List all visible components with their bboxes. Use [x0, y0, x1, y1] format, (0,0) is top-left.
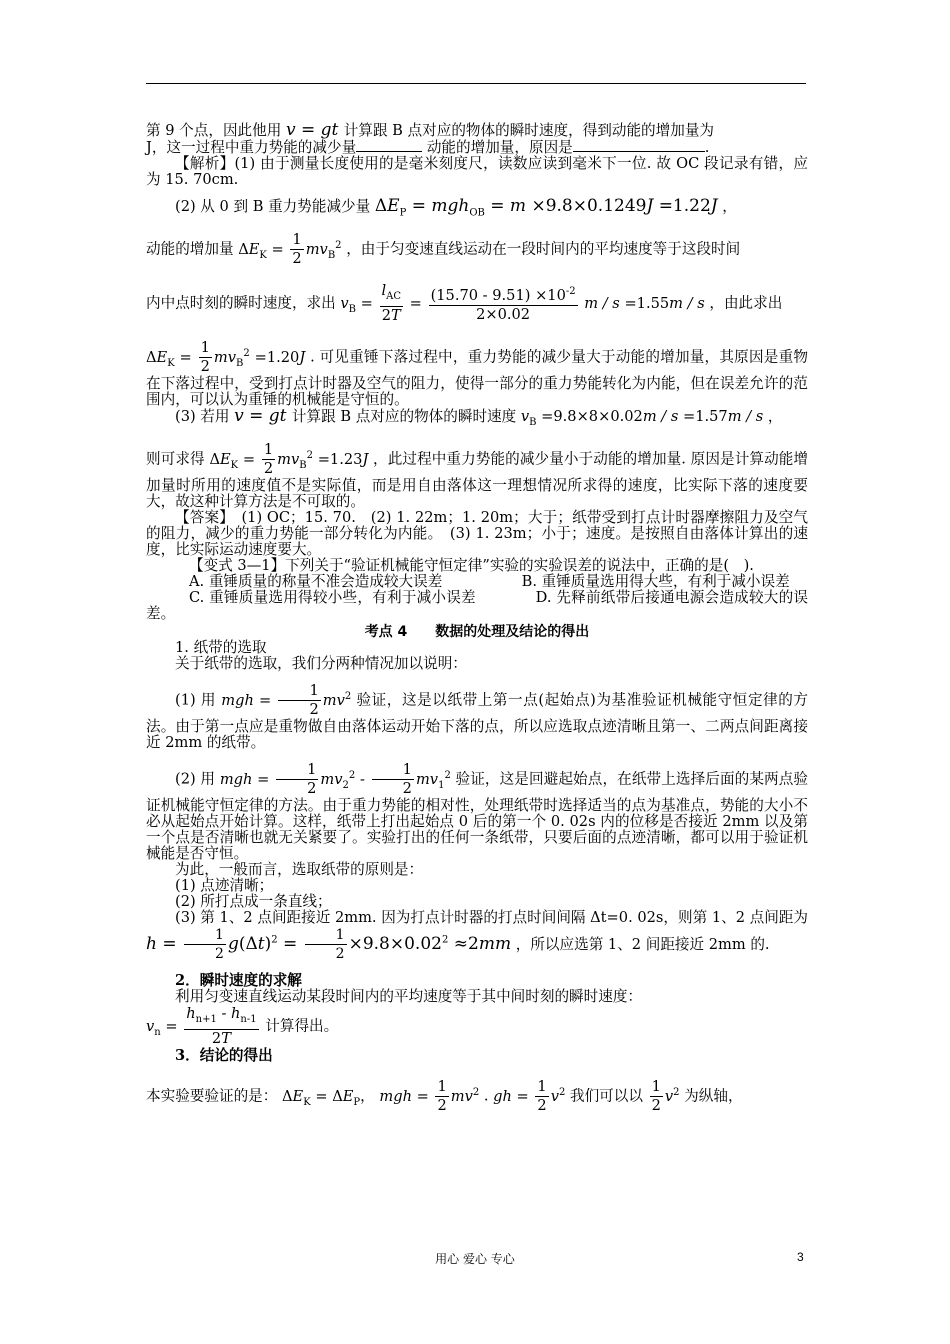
- text: 动能的增加量，原因是: [426, 139, 573, 156]
- s1-title: 1. 纸带的选取: [175, 639, 267, 657]
- page-footer: 用心 爱心 专心: [435, 1252, 515, 1266]
- text: 计算跟 B 点对应的物体的瞬时速度: [291, 408, 517, 426]
- s3-title: 3．结论的得出: [175, 1047, 273, 1065]
- text: (2) 从 0 到 B 重力势能减少量: [175, 198, 371, 215]
- s1-rule-3: [146, 910, 808, 963]
- s2-formula-line: [146, 1005, 808, 1048]
- text: 第 9 个点，因此他用: [146, 122, 282, 139]
- formula-mgh-3: mgh = $\frac{1}{2}$ $mv^2$: [379, 1078, 480, 1115]
- text: . 可见重锤下落过程中，重力势能的减少量大于动能的增加量，其原因是重物在下落过程中，受到打点计时器及空气的阻力，使得一部分的重力势能转化为内能，但在误差允许的范围内，可以认为重锤的机械能是守恒的。: [146, 348, 809, 409]
- text: ，: [722, 198, 737, 215]
- s1-principle: 为此，一般而言，选取纸带的原则是：: [175, 861, 424, 879]
- formula-ek: $\Delta E_K$ = $\frac{1}{2}$ $mv_B^2$: [238, 231, 342, 268]
- s1-rule-2: (2) 所打点成一条直线；: [175, 893, 332, 911]
- text: 计算得出。: [265, 1017, 339, 1035]
- analysis-1: 【解析】(1) 由于测量长度使用的是毫米刻度尺，读数应读到毫米下一位. 故 OC 段记录有错，应为 15. 70cm.: [146, 155, 808, 188]
- formula-ep: $\Delta E_P = mgh_{OB} = m \times 9.8\times 0.1249J =1.22J$: [374, 196, 718, 219]
- text: (1) 用: [175, 691, 217, 709]
- analysis-2: [146, 198, 808, 221]
- text: 本实验要验证的是：: [146, 1087, 278, 1105]
- formula-h: h = $\frac{1}{2}$ $g(\Delta t)^2$ = $\frac{1}{2}$ $\times 9.8\times 0.02^2 \approx 2mm$: [146, 927, 512, 963]
- answer: 【答案】 (1) OC；15. 70. (2) 1. 22m；1. 20m；大于；纸带受到打点计时器摩擦阻力及空气的阻力，减少的重力势能一部分转化为内能。 (3) 1. 23m；小于；速度。是按照自由落体计算出的速度，比实际运动速度要大。: [146, 509, 808, 559]
- text: .: [483, 1087, 489, 1105]
- text: (2) 用: [175, 770, 216, 788]
- document-body: [146, 122, 808, 1115]
- header-rule: [146, 83, 806, 84]
- text: 则可求得: [146, 450, 205, 468]
- page-number: 3: [797, 1250, 804, 1264]
- section-title: 考点 4 数据的处理及结论的得出: [364, 624, 590, 641]
- s1-case2: [146, 761, 808, 862]
- text: ，: [360, 1087, 375, 1105]
- option-b[interactable]: B. 重锤质量选用得大些，有利于减小误差: [521, 573, 790, 591]
- formula-vn: $v_n$ = $\frac{h_{n+1} - h_{n-1}}{2T}$: [146, 1005, 257, 1048]
- formula-vb-2: $v_B =9.8\times 8\times 0.02m / s =1.57m / s$: [520, 408, 764, 429]
- analysis-2b: [146, 231, 808, 268]
- analysis-3: [146, 408, 808, 431]
- text: J，这一过程中重力势能的减少量: [146, 139, 357, 156]
- text: ，: [767, 408, 783, 426]
- text: 为纵轴，: [684, 1087, 743, 1105]
- formula-half-v2: $\frac{1}{2}$ $v^2$: [651, 1078, 680, 1115]
- formula-v-gt-2: v = gt: [234, 406, 292, 427]
- s3-text: [146, 1078, 808, 1115]
- analysis-2c: [146, 282, 808, 325]
- blank-1[interactable]: [356, 139, 422, 152]
- formula-mgh: mgh = $\frac{1}{2}$ $mv^2$: [221, 682, 352, 719]
- analysis-2d: [146, 339, 808, 408]
- text: 验证，这是以纸带上第一点(起始点)为基准验证机械能守恒定律的方法。由于第一点应是重物做自由落体运动开始下落的点，所以应选取点迹清晰且第一、二两点间距离接近 2mm 的纸带。: [146, 691, 809, 752]
- text: ，由于匀变速直线运动在一段时间内的平均速度等于这段时间: [346, 240, 741, 258]
- text: .: [704, 139, 710, 156]
- blank-2[interactable]: [573, 139, 705, 152]
- analysis-3b: [146, 441, 808, 510]
- text: 动能的增加量: [146, 240, 234, 258]
- formula-ek-2: $\Delta E_K$ = $\frac{1}{2}$ $mv_B^2 =1.23J$: [209, 441, 369, 478]
- text: 验证，这是回避起始点，在纸带上选择后面的某两点验证机械能守恒定律的方法。由于重力势能的相对性，处理纸带时选择适当的点为基准点，势能的大小不必从起始点开始计算。这样，纸带上打出起始点 0 后的第一个 0. 02s 内的位移是否接近 2mm 以及第一个点是否清晰也就无关紧要了。实验打出的任何一条纸带，只要后面的点迹清晰，都可以用于验证机械能是否守恒。: [146, 770, 808, 863]
- option-c[interactable]: C. 重锤质量选用得较小些，有利于减小误差: [189, 589, 476, 607]
- s1-case1: [146, 682, 808, 751]
- variant-options-ab: [146, 574, 808, 590]
- option-d[interactable]: D. 先释前纸带后接通电源会造成较大的误差。: [146, 589, 809, 623]
- s2-text: 利用匀变速直线运动某段时间内的平均速度等于其中间时刻的瞬时速度：: [175, 988, 643, 1006]
- formula-gh: gh = $\frac{1}{2}$ $v^2$: [493, 1078, 566, 1115]
- text: ，此过程中重力势能的减少量小于动能的增加量. 原因是计算动能增加量时所用的速度值不是实际值，而是用自由落体这一理想情况所求得的速度，比实际下落的速度要大，故这种计算方法是不可取的。: [146, 450, 809, 511]
- paragraph-1: [146, 122, 808, 156]
- text: ，由此求出: [709, 294, 783, 312]
- variant-question: 【变式 3—1】下列关于“验证机械能守恒定律”实验的实验误差的说法中，正确的是( ).: [189, 557, 754, 575]
- formula-v-gt: v = gt: [285, 120, 344, 140]
- text: 我们可以以: [569, 1087, 643, 1105]
- formula-vb: $v_B$ = $\frac{l_{AC}}{2T}$ = $\frac{(15.70 - 9.51) \times 10^{-2}}{2\times 0.02}$ m / s =1.55m / s: [340, 282, 705, 325]
- s2-title: 2．瞬时速度的求解: [175, 972, 302, 990]
- text: (3) 若用: [175, 408, 230, 426]
- formula-ek-value: $\Delta E_K$ = $\frac{1}{2}$ $mv_B^2 =1.20J$: [146, 339, 306, 376]
- variant-options-cd: [146, 590, 808, 622]
- s1-rule-1: (1) 点迹清晰；: [175, 877, 274, 895]
- text: 计算跟 B 点对应的物体的瞬时速度，得到动能的增加量为: [343, 122, 715, 139]
- option-a[interactable]: A. 重锤质量的称量不准会造成较大误差: [189, 573, 443, 591]
- s1-intro: 关于纸带的选取，我们分两种情况加以说明：: [175, 655, 467, 673]
- formula-mgh-2: mgh = $\frac{1}{2}$ $mv_2^2$ - $\frac{1}{2}$ $mv_1^2$: [219, 761, 451, 798]
- formula-delta-e: $\Delta E_K = \Delta E_P$: [282, 1087, 361, 1108]
- text: 内中点时刻的瞬时速度，求出: [146, 294, 336, 312]
- text: (3) 第 1、2 点间距接近 2mm. 因为打点计时器的打点时间间隔 Δt=0. 02s，则第 1、2 点间距为: [175, 909, 808, 927]
- text: ，所以应选第 1、2 间距接近 2mm 的.: [515, 936, 770, 954]
